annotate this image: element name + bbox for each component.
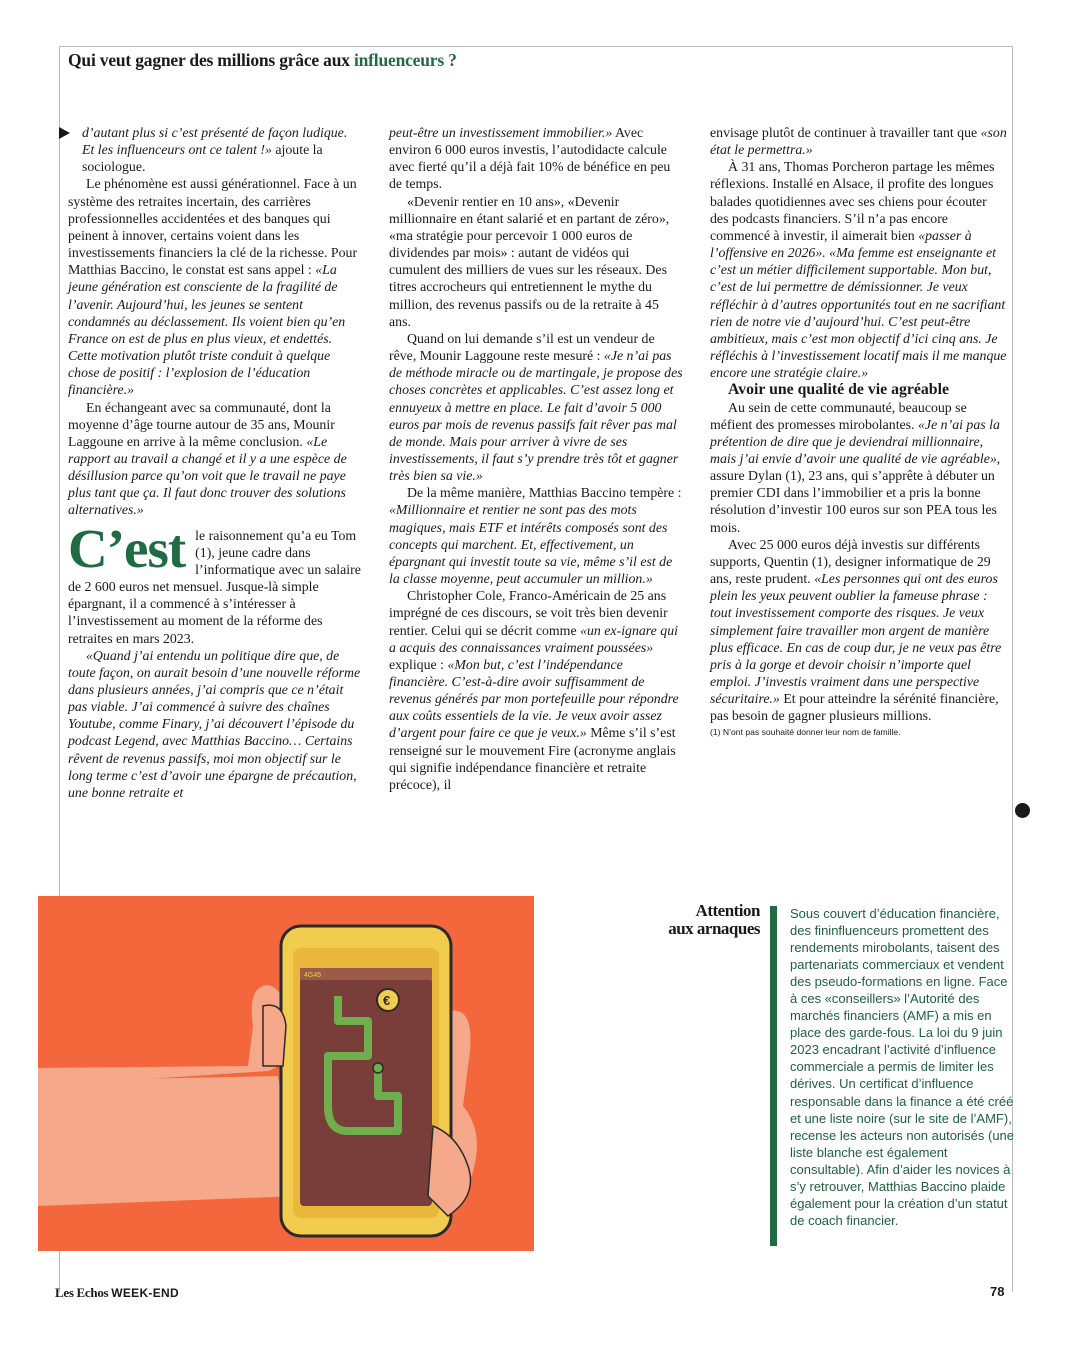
quote-text: «Les personnes qui ont des euros plein les yeux peuvent oublier la fameuse phrase : tout investissement comporte des risques. Je veux simplement faire travailler mon argent de manière plus efficace. En cas de coup dur, je ne veux pas être pris à la gorge et devoir choisir n’importe quel emploi. J’investis vraiment dans une perspective sécuritaire.» <box>710 571 1002 707</box>
illustration-phone-snake-game <box>38 896 534 1251</box>
paragraph <box>710 158 1008 381</box>
body-text: Avec environ 6 000 euros investis, l’autodidacte calcule avec fierté qu’il a déjà fait 10% de bénéfice en peu de temps. <box>389 125 671 192</box>
illustration-svg <box>38 896 534 1251</box>
section-kicker <box>68 50 457 71</box>
sidebar-accent-bar <box>770 906 777 1246</box>
paragraph <box>68 399 363 519</box>
body-text: Au sein de cette communauté, beaucoup se méfient des promesses mirobolantes. <box>710 399 967 432</box>
body-text: ajoute la sociologue. <box>82 142 323 175</box>
quote-text: «Le rapport au travail a changé et il y a une espèce de désillusion parce qu’on voit que le travail ne paye plus tant que ça. Il faut donc trouver des solutions alternatives.» <box>68 433 347 518</box>
article-column-3 <box>710 124 1008 742</box>
article-column-2 <box>389 124 684 793</box>
paragraph <box>389 124 684 193</box>
paragraph <box>68 175 363 398</box>
quote-text: «son état le permettra.» <box>710 125 1007 158</box>
coin-symbol: € <box>383 993 391 1008</box>
body-text: envisage plutôt de continuer à travailler tant que <box>710 125 981 140</box>
quote-text: «Mon but, c’est l’indépendance financière. C’est-à-dire avoir suffisamment de revenus générés par mon portefeuille pour répondre aux coûts essentiels de la vie. Je veux avoir assez d’argent pour faire ce que je veux.» <box>389 656 679 741</box>
quote-text: «passer à l’offensive en 2026». <box>710 227 972 261</box>
subheading: Avoir une qualité de vie agréable <box>728 381 949 399</box>
footnote: (1) N’ont pas souhaité donner leur nom de famille. <box>710 727 901 738</box>
phone-screen <box>300 978 432 1206</box>
body-text: Avec 25 000 euros déjà investis sur différents supports, Quentin (1), designer informatique de 29 ans, reste prudent. <box>710 536 991 587</box>
logo-weekend: WEEK-END <box>111 1286 179 1300</box>
body-text: Le phénomène est aussi générationnel. Face à un système des retraites incertain, des carrières professionnelles accidentées et des banques qui peinent à innover, certains voient dans les investissements financiers la clé de la richesse. Pour Matthias Baccino, le constat est sans appel : <box>68 176 358 278</box>
finger-shape <box>263 1005 286 1066</box>
quote-text: peut-être un investissement immobilier.» <box>389 125 613 140</box>
paragraph <box>389 330 684 484</box>
paragraph <box>710 399 1008 536</box>
article-column-1 <box>68 124 363 801</box>
quote-text: «Je n’ai pas la prétention de dire que je deviendrai millionnaire, mais j’ai envie d’avoir une qualité de vie agréable» <box>710 416 1000 466</box>
drop-cap: C’est <box>68 517 186 579</box>
page-number: 78 <box>990 1284 1005 1299</box>
publication-logo <box>55 1285 179 1301</box>
quote-text: «Je n’ai pas de méthode miracle ou de martingale, je propose des choses concrètes et applicables. C’est assez long et ennuyeux à mettre en place. Le fait d’avoir 5 000 euros par mois de revenus passifs fait rêver pas mal de monde. Mais pour arriver à vivre de ses investissements, il faut s’y prendre très tôt et gagner très bien sa vie.» <box>389 348 683 484</box>
quote-text: «Millionnaire et rentier ne sont pas des mots magiques, mais ETF et intérêts composés sont des concepts qui marchent. Et, effectivement, un épargnant qui investit toute sa vie, même s’il est de la classe moyenne, peut accumuler un million.» <box>389 502 673 587</box>
body-text: Même s’il s’est renseigné sur le mouvement Fire (acronyme anglais qui signifie indépendance financière et retraite précoce), il <box>389 725 676 792</box>
paragraph <box>710 124 1008 158</box>
body-text: En échangeant avec sa communauté, dont la moyenne d’âge tourne autour de 35 ans, Mounir Laggoune en arrive à la même conclusion. <box>68 399 335 449</box>
body-text: Christopher Cole, Franco-Américain de 25 ans imprégné de ces discours, se voit très bien devenir rentier. Celui qui se décrit comme <box>389 588 668 638</box>
hand-back-shape <box>38 985 291 1086</box>
top-rule <box>60 46 1013 47</box>
end-dot-icon <box>1015 803 1030 818</box>
sidebar-title <box>668 902 760 938</box>
body-text: «Devenir rentier en 10 ans», «Devenir millionnaire en étant salarié et en partant de zéro», «ma stratégie pour percevoir 1 000 euros de dividendes par mois» : autant de vidéos qui cumulent des milliers de vues sur les réseaux. Des titres accrocheurs qui entretiennent le mythe du million, des revenus passifs ou de la retraite à 45 ans. <box>389 193 670 329</box>
paragraph <box>389 484 684 587</box>
kicker-highlight: influenceurs ? <box>353 50 457 70</box>
paragraph <box>389 193 684 330</box>
body-text: À 31 ans, Thomas Porcheron partage les mêmes réflexions. Installé en Alsace, il profite des longues balades quotidiennes avec ses chiens pour écouter des podcasts financiers. S’il n’a pas encore commencé à investir, il aimerait bien <box>710 159 995 243</box>
quote-text: «La jeune génération est consciente de la fragilité de l’avenir. Aujourd’hui, les jeunes se sentent condamnés au déclassement. Ils voient bien qu’en France on est de plus en plus vieux, et endettés. Cette motivation plutôt triste conduit à quelque chose de positif : l’explosion de l’éducation financière.» <box>68 262 346 398</box>
kicker-prefix: Qui veut gagner des millions grâce aux <box>68 50 354 70</box>
sidebar-text: Sous couvert d’éducation financière, des fininfluenceurs promettent des rendements mirobolants, taisent des partenariats commerciaux et vendent des pseudo-formations en ligne. Face à ces «conseillers» l’Autorité des marchés financiers (AMF) a mis en place des garde-fous. La loi du 9 juin 2023 encadrant l’activité d’influence commerciale a permis de limiter les dérives. Un certificat d’influence responsable dans la finance a été créé et une liste noire (sur le site de l’AMF), recense les acteurs non autorisés (une liste blanche est également consultable). Afin d’aider les novices à s’y retrouver, Matthias Baccino plaide également pour la création d’un statut de coach financier. <box>790 906 1015 1228</box>
body-text: Quand on lui demande s’il est un vendeur de rêve, Mounir Laggoune reste mesuré : <box>389 330 655 364</box>
quote-text: «Ma femme est enseignante et c’est un métier difficilement supportable. Mon but, c’est de lui permettre de démissionner. Je veux réfléchir à d’autres opportunités tout en ne sacrifiant rien de notre vie d’aujourd’hui. C’est peut-être ambitieux, mais c’est mon objectif d’ici cinq ans. Je réfléchis à l’investissement locatif mais il me manque encore une stratégie claire.» <box>710 245 1007 381</box>
logo-main: Les Echos <box>55 1285 109 1300</box>
sidebar-title-line: Attention <box>695 901 760 920</box>
paragraph <box>68 647 363 801</box>
sidebar-title-line: aux arnaques <box>668 919 760 938</box>
paragraph <box>68 124 363 175</box>
body-text: De la même manière, Matthias Baccino tempère : <box>407 485 682 501</box>
paragraph <box>710 536 1008 725</box>
paragraph-dropcap <box>68 517 363 647</box>
snake-head-icon <box>373 1063 383 1073</box>
body-text: Et pour atteindre la sérénité financière, pas besoin de gagner plusieurs millions. <box>710 691 999 724</box>
body-text: le raisonnement qu’a eu Tom (1), jeune cadre dans l’informatique avec un salaire de 2 600 euros net mensuel. Jusque-là simple épargnant, il a commencé à s’intéresser à l’investissement au moment de la réforme des retraites en mars 2023. <box>68 527 361 646</box>
body-text: , assure Dylan (1), 23 ans, qui s’apprête à débuter un premier CDI dans l’immobilier et a pris la bonne résolution d’investir 100 euros sur son PEA tous les mois. <box>710 450 1001 535</box>
quote-text: «Quand j’ai entendu un politique dire que, de toute façon, on aurait besoin d’une nouvelle réforme dans plusieurs années, j’ai compris que ce n’était pas viable. J’ai commencé à suivre des chaînes Youtube, comme Finary, j’ai découvert l’épisode du podcast Legend, avec Matthias Baccino… Certains rêvent de revenus passifs, moi mon objectif sur le long terme c’est d’avoir une épargne de précaution, une bonne retraite et <box>68 647 361 800</box>
quote-text: d’autant plus si c’est présenté de façon ludique. Et les influenceurs ont ce talent !» <box>82 125 348 158</box>
body-text: explique : <box>389 656 448 672</box>
arm-shape <box>38 1076 298 1206</box>
phone-status-text: 4G45 <box>304 972 322 979</box>
paragraph <box>389 587 684 793</box>
quote-text: «un ex-ignare qui a acquis des connaissances vraiment poussées» <box>389 622 678 655</box>
